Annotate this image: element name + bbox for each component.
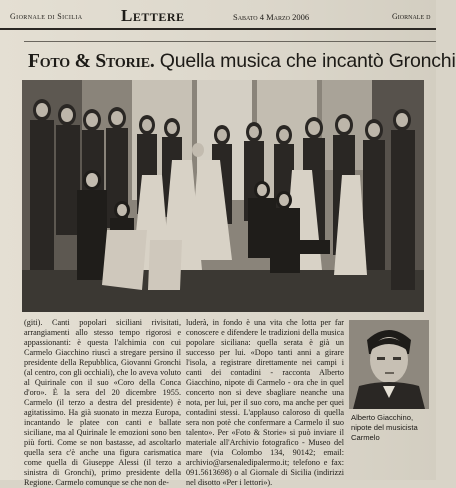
headline xyxy=(28,49,456,74)
portrait-caption: Alberto Giacchino, nipote del musicista Carmelo xyxy=(351,413,418,442)
header-rule-thin xyxy=(24,41,436,42)
article-text-2: luderà, in fondo è una vita che lotta per far conoscere e difendere le tradizioni della musica popolare siciliana: quella serata è già un successo per lui. «Dopo tanti anni a girare l'isola, a registrare direttamente nei campi i canti dei contadini - racconta Alberto Giacchino, nipote di Carmelo - ora che in quel concerto non si deve sbagliare neanche una nota, per lui, per il suo coro, ma anche per quei contadini stessi. L'applauso caloroso di quella sera non potè che confermare a Carmelo il suo talento». Per «Foto & Storie» si può inviare il materiale all'Archivio fotografico - Museo del mare (via Colombo 134, 90142; email: archivio@arsenaledipalermo.it; telefono e fax: 091.5613698) o al Giornale di Sicilia (indirizzi nel disotto «Per i lettori»). xyxy=(186,318,344,487)
masthead-name-right: Giornale d xyxy=(392,12,431,21)
portrait-image xyxy=(349,320,429,409)
group-photo xyxy=(22,80,424,312)
header-rule xyxy=(0,28,436,30)
portrait-photo xyxy=(349,320,429,409)
group-photo-image xyxy=(22,80,424,312)
article-column-2 xyxy=(186,318,344,487)
article-text-1: (giti). Canti popolari siciliani rivisitati, arrangiamenti allo stesso tempo rigorosi e appassionanti: è questa l'alchimia con cui Carmelo Giacchino riuscì a stregare persino il presidente della Repubblica, Giovanni Gronchi (al centro, con gli occhiali), che lo aveva voluto al Quirinale con il suo «Coro della Conca d'oro». È la sera del 20 dicembre 1955. Carmelo (il terzo a destra del presidente) è agitatissimo. Ha già suonato in mezza Europa, incantando le platee con canti e ballate siciliane, ma al Quirinale le emozioni sono ben più forti. Come se non bastasse, ad ascoltarlo quella sera c'è anche una figura carismatica come quella di Giuseppe Alessi (il terzo a sinistra di Gronchi), primo presidente della Regione. Carmelo comunque se che non de- xyxy=(24,318,181,487)
masthead-name: Giornale di Sicilia xyxy=(10,12,83,21)
headline-title: Quella musica che incantò Gronchi xyxy=(154,50,456,72)
article-column-1 xyxy=(24,318,181,487)
headline-kicker: Foto & Storie. xyxy=(28,51,155,72)
section-title: Lettere xyxy=(121,6,185,25)
issue-date: Sabato 4 Marzo 2006 xyxy=(233,12,310,22)
